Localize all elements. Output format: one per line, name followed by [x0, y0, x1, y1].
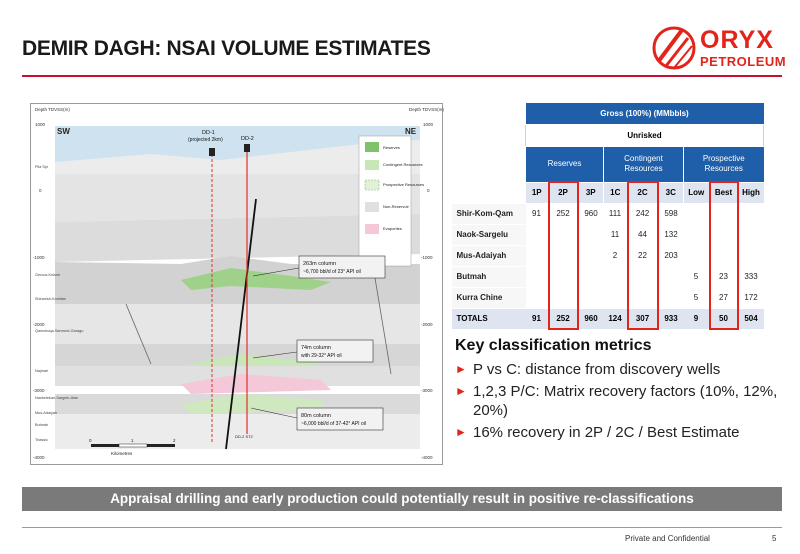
cell — [628, 287, 658, 308]
cell — [578, 245, 604, 266]
cell: 44 — [628, 224, 658, 245]
cell: 960 — [578, 308, 604, 329]
footer-confidential: Private and Confidential — [625, 534, 710, 543]
page-number: 5 — [772, 534, 777, 543]
cell: 9 — [684, 308, 710, 329]
table-row — [452, 266, 764, 287]
legend-evaporites: Evaporites — [383, 226, 402, 231]
formation-label: Najmah — [35, 369, 49, 373]
formation-label: Naokelekan-Sargelu-Alan — [35, 396, 79, 400]
callout-1-line2: ~6,700 bbl/d of 23° API oil — [303, 269, 361, 275]
legend-prospective: Prospective Resources — [383, 182, 425, 187]
well-dd1-note: (projected 2km) — [188, 137, 223, 143]
table-row — [452, 287, 764, 308]
metrics-heading: Key classification metrics — [455, 337, 652, 354]
cell: 252 — [549, 308, 578, 329]
legend-reserves: Reserves — [383, 145, 400, 150]
col-3c: 3C — [658, 182, 684, 203]
cell — [526, 245, 549, 266]
callout-1-line1: 263m column — [303, 261, 337, 267]
category-reserves: Reserves — [526, 146, 604, 182]
table-row — [452, 224, 764, 245]
cell — [578, 224, 604, 245]
depth-right-minus1000: -1000 — [421, 255, 433, 260]
col-1p: 1P — [526, 182, 549, 203]
well-dd2-label: DD-2 — [241, 136, 254, 142]
cell — [738, 245, 764, 266]
cell — [684, 203, 710, 224]
cross-section-figure — [30, 103, 443, 465]
col-low: Low — [684, 182, 710, 203]
logo-mark-icon — [652, 24, 698, 74]
ne-label: NE — [405, 127, 417, 136]
row-name: Kurra Chine — [452, 287, 526, 308]
depth-label-right: Depth TDVSS(m) — [409, 107, 444, 112]
metric-text: 1,2,3 P/C: Matrix recovery factors (10%, 12%, 20%) — [473, 383, 778, 419]
cell: 307 — [628, 308, 658, 329]
depth-left-minus4000: -4000 — [33, 455, 45, 460]
cell: 504 — [738, 308, 764, 329]
cell — [549, 287, 578, 308]
title-rule — [22, 75, 782, 77]
formation-label: Shiranish-Komitan — [35, 297, 67, 301]
row-name: Naok-Sargelu — [452, 224, 526, 245]
cell — [710, 224, 738, 245]
well-dd2-st2-label: DD-2 ST2 — [235, 434, 253, 439]
table-row — [452, 245, 764, 266]
table-unrisked-header: Unrisked — [526, 124, 764, 146]
cell — [578, 266, 604, 287]
scale-tick-1: 1 — [131, 438, 134, 443]
cell — [526, 287, 549, 308]
bottom-banner: Appraisal drilling and early production could potentially result in positive re-classifications — [22, 487, 782, 511]
depth-right-minus2000: -2000 — [421, 322, 433, 327]
formation-label: Pila Spi — [35, 165, 48, 169]
callout-2-line2: with 29-32° API oil — [301, 353, 342, 359]
col-high: High — [738, 182, 764, 203]
table-row — [452, 203, 764, 224]
depth-right-0: 0 — [427, 188, 430, 193]
totals-label: TOTALS — [452, 308, 526, 329]
metric-text: P vs C: distance from discovery wells — [473, 361, 721, 378]
cell — [684, 224, 710, 245]
formation-label: Triassic — [35, 438, 48, 442]
formation-label: Qamchuqa-Sarmord-Garagu — [35, 329, 84, 333]
callout-2-line1: 74m column — [301, 345, 331, 351]
category-contingent: Contingent Resources — [604, 146, 684, 182]
cell: 124 — [604, 308, 628, 329]
col-1c: 1C — [604, 182, 628, 203]
sw-label: SW — [57, 127, 70, 136]
depth-left-0: 0 — [39, 188, 42, 193]
footer-rule — [22, 527, 782, 528]
cell: 50 — [710, 308, 738, 329]
col-3p: 3P — [578, 182, 604, 203]
depth-left-1000: 1000 — [35, 122, 46, 127]
cell: 27 — [710, 287, 738, 308]
logo-text-oryx: ORYX — [700, 26, 774, 54]
metric-item — [455, 382, 785, 420]
scale-tick-2: 2 — [173, 438, 176, 443]
depth-left-minus2000: -2000 — [33, 322, 45, 327]
depth-label-left: Depth TDVSS(m) — [35, 107, 70, 112]
cell — [526, 224, 549, 245]
cell — [549, 224, 578, 245]
key-metrics — [455, 337, 785, 445]
cell: 132 — [658, 224, 684, 245]
depth-left-minus3000: -3000 — [33, 388, 45, 393]
legend-non-reservoir: Non-Reservoir — [383, 204, 409, 209]
cell — [684, 245, 710, 266]
cell — [738, 203, 764, 224]
totals-row — [452, 308, 764, 329]
cell: 23 — [710, 266, 738, 287]
cell — [578, 287, 604, 308]
depth-left-minus1000: -1000 — [33, 255, 45, 260]
well-dd1-label: DD-1 — [202, 130, 215, 136]
cell: 960 — [578, 203, 604, 224]
category-prospective: Prospective Resources — [684, 146, 764, 182]
volume-table — [451, 103, 764, 330]
scale-tick-0: 0 — [89, 438, 92, 443]
cell: 91 — [526, 308, 549, 329]
cell — [710, 203, 738, 224]
metric-item — [455, 423, 785, 442]
callout-3-line2: ~6,000 bbl/d of 37-42° API oil — [301, 421, 366, 427]
scale-label: Kilometres — [111, 451, 133, 456]
metric-text: 16% recovery in 2P / 2C / Best Estimate — [473, 424, 740, 441]
depth-right-minus3000: -3000 — [421, 388, 433, 393]
formation-label: Butmah — [35, 423, 49, 427]
cell: 598 — [658, 203, 684, 224]
cell: 5 — [684, 266, 710, 287]
col-2p: 2P — [549, 182, 578, 203]
col-2c: 2C — [628, 182, 658, 203]
cell — [549, 266, 578, 287]
col-best: Best — [710, 182, 738, 203]
cell — [658, 266, 684, 287]
cell — [604, 266, 628, 287]
cell: 2 — [604, 245, 628, 266]
triangle-right-icon: ► — [455, 425, 467, 439]
triangle-right-icon: ► — [455, 384, 467, 398]
formation-label: Mus-Adaiyah — [35, 411, 58, 415]
cell: 333 — [738, 266, 764, 287]
depth-right-minus4000: -4000 — [421, 455, 433, 460]
cell: 242 — [628, 203, 658, 224]
cell: 172 — [738, 287, 764, 308]
cell: 933 — [658, 308, 684, 329]
cell: 22 — [628, 245, 658, 266]
cell: 203 — [658, 245, 684, 266]
cell: 11 — [604, 224, 628, 245]
cell — [549, 245, 578, 266]
callout-3-line1: 80m column — [301, 413, 331, 419]
row-name: Butmah — [452, 266, 526, 287]
cell — [526, 266, 549, 287]
cell — [604, 287, 628, 308]
cell — [658, 287, 684, 308]
legend-contingent: Contingent Resources — [383, 162, 423, 167]
cell: 5 — [684, 287, 710, 308]
cell: 252 — [549, 203, 578, 224]
formation-label: Gercus-Kolosh — [35, 273, 61, 277]
cell — [738, 224, 764, 245]
table-gross-header: Gross (100%) (MMbbls) — [526, 103, 764, 124]
cell: 111 — [604, 203, 628, 224]
cell — [710, 245, 738, 266]
cell — [628, 266, 658, 287]
depth-right-1000: 1000 — [423, 122, 434, 127]
row-name: Shir-Kom-Qam — [452, 203, 526, 224]
row-name: Mus-Adaiyah — [452, 245, 526, 266]
cell: 91 — [526, 203, 549, 224]
metric-item — [455, 360, 785, 379]
triangle-right-icon: ► — [455, 362, 467, 376]
logo-text-petroleum: PETROLEUM — [700, 54, 787, 69]
page-title: DEMIR DAGH: NSAI VOLUME ESTIMATES — [22, 37, 431, 60]
cross-section-svg — [31, 104, 444, 466]
